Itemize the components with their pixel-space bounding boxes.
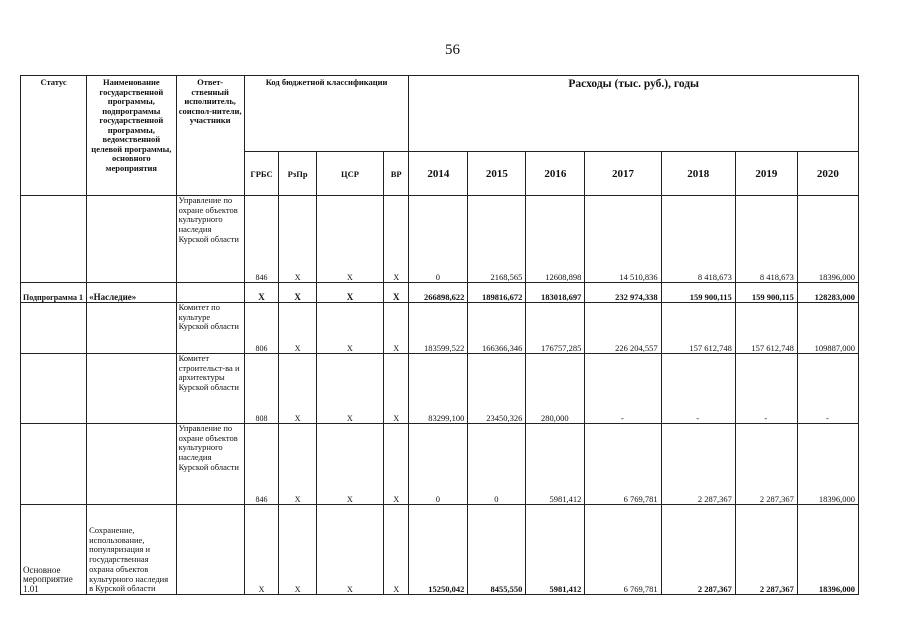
- row-value-2014: 183599,522: [409, 303, 468, 354]
- row-name: [87, 303, 176, 354]
- header-year-2016: 2016: [526, 152, 585, 196]
- row-value-2016: 176757,285: [526, 303, 585, 354]
- row-name: Сохранение, использование, популяризация и государственная охрана объектов культурного наследия в Курской области: [87, 505, 176, 595]
- table-row: [21, 303, 859, 354]
- row-value-2020: -: [797, 354, 858, 424]
- row-csr: X: [316, 303, 383, 354]
- row-grbs: 808: [244, 354, 279, 424]
- budget-table: [20, 75, 859, 595]
- header-year-2017: 2017: [585, 152, 661, 196]
- row-rzpr: X: [279, 505, 317, 595]
- header-year-2015: 2015: [468, 152, 526, 196]
- row-name: [87, 424, 176, 505]
- header-year-2014: 2014: [409, 152, 468, 196]
- row-value-2016: 280,000: [526, 354, 585, 424]
- row-value-2014: 266898,622: [409, 283, 468, 303]
- table-row: [21, 354, 859, 424]
- row-value-2019: 2 287,367: [735, 505, 797, 595]
- row-value-2019: 157 612,748: [735, 303, 797, 354]
- header-year-2020: 2020: [797, 152, 858, 196]
- row-value-2019: 159 900,115: [735, 283, 797, 303]
- row-vr: X: [384, 303, 409, 354]
- row-value-2015: 23450,326: [468, 354, 526, 424]
- row-csr: X: [316, 505, 383, 595]
- row-value-2016: 12608,898: [526, 196, 585, 283]
- row-csr: X: [316, 354, 383, 424]
- row-csr: X: [316, 283, 383, 303]
- row-executor: Комитет по культуре Курской области: [176, 303, 244, 354]
- row-status: [21, 196, 87, 283]
- row-executor: [176, 505, 244, 595]
- row-name: [87, 354, 176, 424]
- row-value-2017: 6 769,781: [585, 424, 661, 505]
- row-value-2018: 159 900,115: [661, 283, 735, 303]
- row-name: «Наследие»: [87, 283, 176, 303]
- row-grbs: 846: [244, 196, 279, 283]
- row-vr: X: [384, 354, 409, 424]
- row-grbs: 806: [244, 303, 279, 354]
- row-value-2015: 2168,565: [468, 196, 526, 283]
- header-vr: ВР: [384, 152, 409, 196]
- header-year-2019: 2019: [735, 152, 797, 196]
- row-value-2017: -: [585, 354, 661, 424]
- row-value-2015: 0: [468, 424, 526, 505]
- row-value-2014: 0: [409, 196, 468, 283]
- header-executor: Ответ-ственный исполнитель, соиспол-нители, участники: [176, 76, 244, 196]
- row-value-2020: 109887,000: [797, 303, 858, 354]
- row-rzpr: X: [279, 303, 317, 354]
- row-vr: X: [384, 283, 409, 303]
- row-value-2019: 8 418,673: [735, 196, 797, 283]
- row-value-2020: 128283,000: [797, 283, 858, 303]
- row-value-2020: 18396,000: [797, 196, 858, 283]
- row-grbs: X: [244, 505, 279, 595]
- row-value-2014: 15250,042: [409, 505, 468, 595]
- header-status: Статус: [21, 76, 87, 196]
- row-value-2018: 2 287,367: [661, 424, 735, 505]
- row-value-2015: 166366,346: [468, 303, 526, 354]
- header-csr: ЦСР: [316, 152, 383, 196]
- header-rzpr: РзПр: [279, 152, 317, 196]
- row-rzpr: X: [279, 424, 317, 505]
- table-row: [21, 283, 859, 303]
- row-value-2018: 2 287,367: [661, 505, 735, 595]
- row-rzpr: X: [279, 354, 317, 424]
- row-grbs: X: [244, 283, 279, 303]
- row-status: Основное мероприятие 1.01: [21, 505, 87, 595]
- row-value-2017: 14 510,836: [585, 196, 661, 283]
- row-value-2018: -: [661, 354, 735, 424]
- row-name: [87, 196, 176, 283]
- row-value-2017: 232 974,338: [585, 283, 661, 303]
- row-value-2016: 183018,697: [526, 283, 585, 303]
- row-executor: Управление по охране объектов культурного наследия Курской области: [176, 196, 244, 283]
- row-value-2020: 18396,000: [797, 424, 858, 505]
- row-value-2017: 226 204,557: [585, 303, 661, 354]
- header-budget-code: Код бюджетной классификации: [244, 76, 409, 152]
- row-value-2014: 0: [409, 424, 468, 505]
- row-status: Подпрограмма 1: [21, 283, 87, 303]
- header-expenses: Расходы (тыс. руб.), годы: [409, 76, 859, 152]
- table-row: [21, 196, 859, 283]
- row-executor: [176, 283, 244, 303]
- row-value-2018: 157 612,748: [661, 303, 735, 354]
- row-vr: X: [384, 505, 409, 595]
- row-csr: X: [316, 196, 383, 283]
- table-row: [21, 505, 859, 595]
- row-rzpr: X: [279, 283, 317, 303]
- row-rzpr: X: [279, 196, 317, 283]
- row-value-2019: 2 287,367: [735, 424, 797, 505]
- row-value-2016: 5981,412: [526, 505, 585, 595]
- row-csr: X: [316, 424, 383, 505]
- row-value-2015: 8455,550: [468, 505, 526, 595]
- row-executor: Комитет строительст-ва и архитектуры Курской области: [176, 354, 244, 424]
- header-grbs: ГРБС: [244, 152, 279, 196]
- row-grbs: 846: [244, 424, 279, 505]
- header-year-2018: 2018: [661, 152, 735, 196]
- row-status: [21, 303, 87, 354]
- row-value-2015: 189816,672: [468, 283, 526, 303]
- row-value-2014: 83299,100: [409, 354, 468, 424]
- header-name: Наименование государственной программы, подпрограммы государственной программы, ведомственной целевой программы, основного мероприятия: [87, 76, 176, 196]
- row-vr: X: [384, 196, 409, 283]
- row-value-2020: 18396,000: [797, 505, 858, 595]
- row-value-2018: 8 418,673: [661, 196, 735, 283]
- table-row: [21, 424, 859, 505]
- page-number: 56: [445, 42, 460, 58]
- row-status: [21, 354, 87, 424]
- row-value-2019: -: [735, 354, 797, 424]
- row-value-2017: 6 769,781: [585, 505, 661, 595]
- row-executor: Управление по охране объектов культурного наследия Курской области: [176, 424, 244, 505]
- row-value-2016: 5981,412: [526, 424, 585, 505]
- row-vr: X: [384, 424, 409, 505]
- row-status: [21, 424, 87, 505]
